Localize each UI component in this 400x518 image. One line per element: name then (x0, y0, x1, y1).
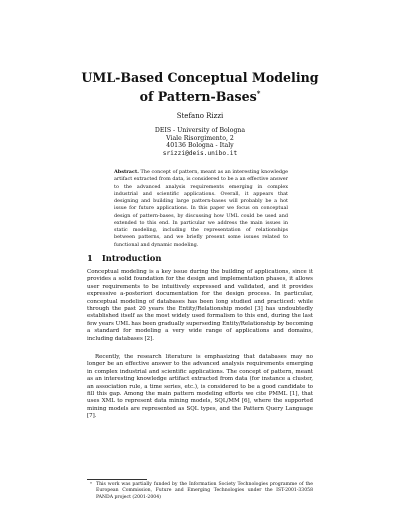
author-affiliation (100, 127, 300, 157)
paper-title (80, 70, 320, 105)
footnote-mark: * (90, 481, 92, 486)
abstract-text: The concept of pattern, meant as an interesting knowledge artifact extracted from data, is considered to be a an effective answer to the advanced analysis requirements emerging in complex industrial and scientific applications. Overall, it appears that designing and building large pattern-bases will probably be a hot issue for future applications. In this paper we focus on conceptual design of pattern-bases, by discussing how UML could be used and extended to this end. In particular we address the main issues in static modeling, including the representation of relationships between patterns, and we briefly present some issues related to functional and dynamic modeling. (114, 169, 289, 248)
footnote (90, 481, 313, 501)
affiliation-line: 40136 Bologna - Italy (166, 142, 234, 150)
affiliation-line: Viale Risorgimento, 2 (166, 134, 234, 142)
author-name: Stefano Rizzi (176, 112, 224, 120)
title-footnote-mark: * (256, 89, 261, 98)
paper-title-text: UML-Based Conceptual Modeling of Pattern-Bases (81, 70, 319, 105)
abstract-label: Abstract. (114, 169, 139, 175)
section-number: 1 (87, 253, 93, 263)
section-title: Introduction (101, 253, 162, 263)
body-paragraph: Conceptual modeling is a key issue during the building of applications, since it provides a solid foundation for the design and implementation phases, it allows user requirements to be intuitively expressed and validated, and it provides expressive a-posteriori documentation for the design process. In particular, conceptual modeling of databases has been long studied and practiced: while through the past 20 years the Entity/Relationship model [3] has undoubtedly established itself as the most widely used formalism to this end, during the last few years UML has been gradually superseding Entity/Relationship by becoming a standard for modeling a very wide range of applications and domains, including databases [2]. (87, 269, 313, 342)
section-heading (87, 253, 170, 263)
affiliation-line: DEIS - University of Bologna (154, 127, 246, 134)
body-paragraph: Recently, the research literature is emphasizing that databases may no longer be an effective answer to the advanced analysis requirements emerging in complex industrial and scientific applications. The concept of pattern, meant as an interesting knowledge artifact extracted from data (for instance a cluster, an association rule, a time series, etc.), is considered to be a good candidate to fill this gap. Among the main pattern modeling efforts we cite PMML [1], that uses XML to represent data mining models, SQL/MM [6], where the supported mining models are represented as SQL types, and the Pattern Query Language [7]. (87, 354, 313, 420)
author-email: srizzi@deis.unibo.it (162, 149, 238, 157)
footnote-divider (87, 479, 147, 480)
footnote-text: This work was partially funded by the Information Society Technologies programme of the European Commission, Future and Emerging Technologies under the IST-2001-33058 PANDA project (2001-2004) (96, 482, 313, 500)
abstract (114, 169, 288, 249)
